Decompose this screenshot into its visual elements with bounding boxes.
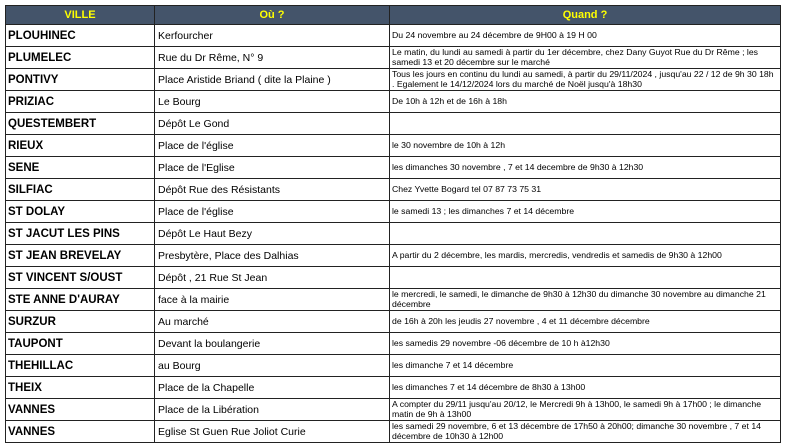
table-row: [6, 157, 781, 179]
cell-ou[interactable]: Dépôt Le Gond: [155, 113, 390, 135]
table-row: [6, 223, 781, 245]
header-row: [6, 6, 781, 25]
cell-ou[interactable]: Au marché: [155, 311, 390, 333]
cell-quand-text: A compter du 29/11 jusqu'au 20/12, le Mercredi 9h à 13h00, le samedi 9h à 17h00 ; le dimanche matin de 9h à 13h00: [392, 400, 762, 419]
cell-quand[interactable]: [390, 355, 781, 377]
cell-ou[interactable]: Eglise St Guen Rue Joliot Curie: [155, 421, 390, 443]
cell-quand-text: de 16h à 20h les jeudis 27 novembre , 4 et 11 décembre décembre: [392, 316, 650, 326]
cell-ville[interactable]: ST VINCENT S/OUST: [6, 267, 155, 289]
table-row: [6, 333, 781, 355]
table-row: [6, 289, 781, 311]
cell-ou[interactable]: Place de l'église: [155, 135, 390, 157]
cell-quand[interactable]: [390, 333, 781, 355]
cell-ville[interactable]: QUESTEMBERT: [6, 113, 155, 135]
cell-quand[interactable]: [390, 91, 781, 113]
cell-ou[interactable]: face à la mairie: [155, 289, 390, 311]
cell-quand-text: A partir du 2 décembre, les mardis, mercredis, vendredis et samedis de 9h30 à 12h00: [392, 250, 722, 260]
table-row: [6, 245, 781, 267]
spreadsheet-table: [5, 5, 781, 443]
cell-ou[interactable]: Place de l'église: [155, 201, 390, 223]
cell-quand[interactable]: [390, 421, 781, 443]
cell-ville[interactable]: STE ANNE D'AURAY: [6, 289, 155, 311]
cell-ville[interactable]: VANNES: [6, 421, 155, 443]
cell-ville[interactable]: SILFIAC: [6, 179, 155, 201]
cell-quand-text: Du 24 novembre au 24 décembre de 9H00 à 19 H 00: [392, 30, 597, 40]
cell-quand-text: les samedi 29 novembre, 6 et 13 décembre de 17h50 à 20h00; dimanche 30 novembre , 7 et 14 décembre de 10h30 à 12h00: [392, 422, 761, 441]
table-row: [6, 311, 781, 333]
table-row: [6, 91, 781, 113]
cell-ville[interactable]: PLUMELEC: [6, 47, 155, 69]
cell-quand[interactable]: [390, 179, 781, 201]
cell-ou[interactable]: Dépôt Le Haut Bezy: [155, 223, 390, 245]
cell-quand[interactable]: [390, 157, 781, 179]
cell-ou[interactable]: Le Bourg: [155, 91, 390, 113]
cell-quand[interactable]: [390, 69, 781, 91]
table-row: [6, 113, 781, 135]
header-ville[interactable]: VILLE: [6, 6, 155, 25]
table-row: [6, 47, 781, 69]
cell-ou[interactable]: Place de la Chapelle: [155, 377, 390, 399]
cell-ou[interactable]: Presbytère, Place des Dalhias: [155, 245, 390, 267]
cell-ville[interactable]: PRIZIAC: [6, 91, 155, 113]
cell-quand[interactable]: [390, 25, 781, 47]
header-quand[interactable]: Quand ?: [390, 6, 781, 25]
cell-ville[interactable]: PONTIVY: [6, 69, 155, 91]
table-row: [6, 355, 781, 377]
cell-ou[interactable]: Place de la Libération: [155, 399, 390, 421]
cell-ville[interactable]: PLOUHINEC: [6, 25, 155, 47]
table-row: [6, 179, 781, 201]
cell-quand-text: Tous les jours en continu du lundi au samedi, à partir du 29/11/2024 , jusqu'au 22 / 12 de 9h 30 18h . Egalement le 14/12/2024 lors du marché de Noël jusqu'à 18h30: [392, 70, 774, 89]
cell-quand[interactable]: [390, 377, 781, 399]
cell-ou[interactable]: Rue du Dr Rême, N° 9: [155, 47, 390, 69]
cell-quand[interactable]: [390, 113, 781, 135]
cell-quand[interactable]: [390, 289, 781, 311]
cell-ou[interactable]: Dépôt , 21 Rue St Jean: [155, 267, 390, 289]
table-row: [6, 69, 781, 91]
cell-quand-text: les dimanches 30 novembre , 7 et 14 decembre de 9h30 à 12h30: [392, 162, 644, 172]
cell-ville[interactable]: SURZUR: [6, 311, 155, 333]
table-row: [6, 377, 781, 399]
cell-quand-text: le mercredi, le samedi, le dimanche de 9h30 à 12h30 du dimanche 30 novembre au dimanche 21 décembre: [392, 290, 766, 309]
cell-quand[interactable]: [390, 47, 781, 69]
table-row: [6, 399, 781, 421]
cell-ou[interactable]: Kerfourcher: [155, 25, 390, 47]
cell-quand[interactable]: [390, 245, 781, 267]
table-row: [6, 25, 781, 47]
cell-quand-text: Le matin, du lundi au samedi à partir du 1er décembre, chez Dany Guyot Rue du Dr Rême ; les samedi 13 et 20 décembre sur le marché: [392, 48, 759, 67]
cell-quand-text: le 30 novembre de 10h à 12h: [392, 140, 506, 150]
cell-ville[interactable]: ST DOLAY: [6, 201, 155, 223]
cell-ou[interactable]: Place Aristide Briand ( dite la Plaine ): [155, 69, 390, 91]
table-body: [6, 25, 781, 443]
cell-ville[interactable]: SENE: [6, 157, 155, 179]
cell-quand[interactable]: [390, 223, 781, 245]
cell-quand[interactable]: [390, 399, 781, 421]
table-row: [6, 135, 781, 157]
cell-quand[interactable]: [390, 311, 781, 333]
cell-quand-text: De 10h à 12h et de 16h à 18h: [392, 96, 507, 106]
cell-quand[interactable]: [390, 201, 781, 223]
cell-quand-text: le samedi 13 ; les dimanches 7 et 14 décembre: [392, 206, 575, 216]
table-row: [6, 201, 781, 223]
cell-ville[interactable]: ST JEAN BREVELAY: [6, 245, 155, 267]
header-ou[interactable]: Où ?: [155, 6, 390, 25]
cell-quand[interactable]: [390, 135, 781, 157]
table-header: [6, 6, 781, 25]
table-row: [6, 421, 781, 443]
cell-ville[interactable]: ST JACUT LES PINS: [6, 223, 155, 245]
cell-quand-text: Chez Yvette Bogard tel 07 87 73 75 31: [392, 184, 542, 194]
cell-quand-text: les dimanches 7 et 14 décembre de 8h30 à 13h00: [392, 382, 586, 392]
cell-ou[interactable]: Dépôt Rue des Résistants: [155, 179, 390, 201]
cell-quand[interactable]: [390, 267, 781, 289]
cell-quand-text: les samedis 29 novembre -06 décembre de 10 h à12h30: [392, 338, 610, 348]
cell-ville[interactable]: TAUPONT: [6, 333, 155, 355]
cell-quand-text: les dimanche 7 et 14 décembre: [392, 360, 514, 370]
table-row: [6, 267, 781, 289]
cell-ou[interactable]: Place de l'Eglise: [155, 157, 390, 179]
cell-ou[interactable]: au Bourg: [155, 355, 390, 377]
cell-ville[interactable]: THEIX: [6, 377, 155, 399]
cell-ou[interactable]: Devant la boulangerie: [155, 333, 390, 355]
cell-ville[interactable]: THEHILLAC: [6, 355, 155, 377]
cell-ville[interactable]: VANNES: [6, 399, 155, 421]
cell-ville[interactable]: RIEUX: [6, 135, 155, 157]
